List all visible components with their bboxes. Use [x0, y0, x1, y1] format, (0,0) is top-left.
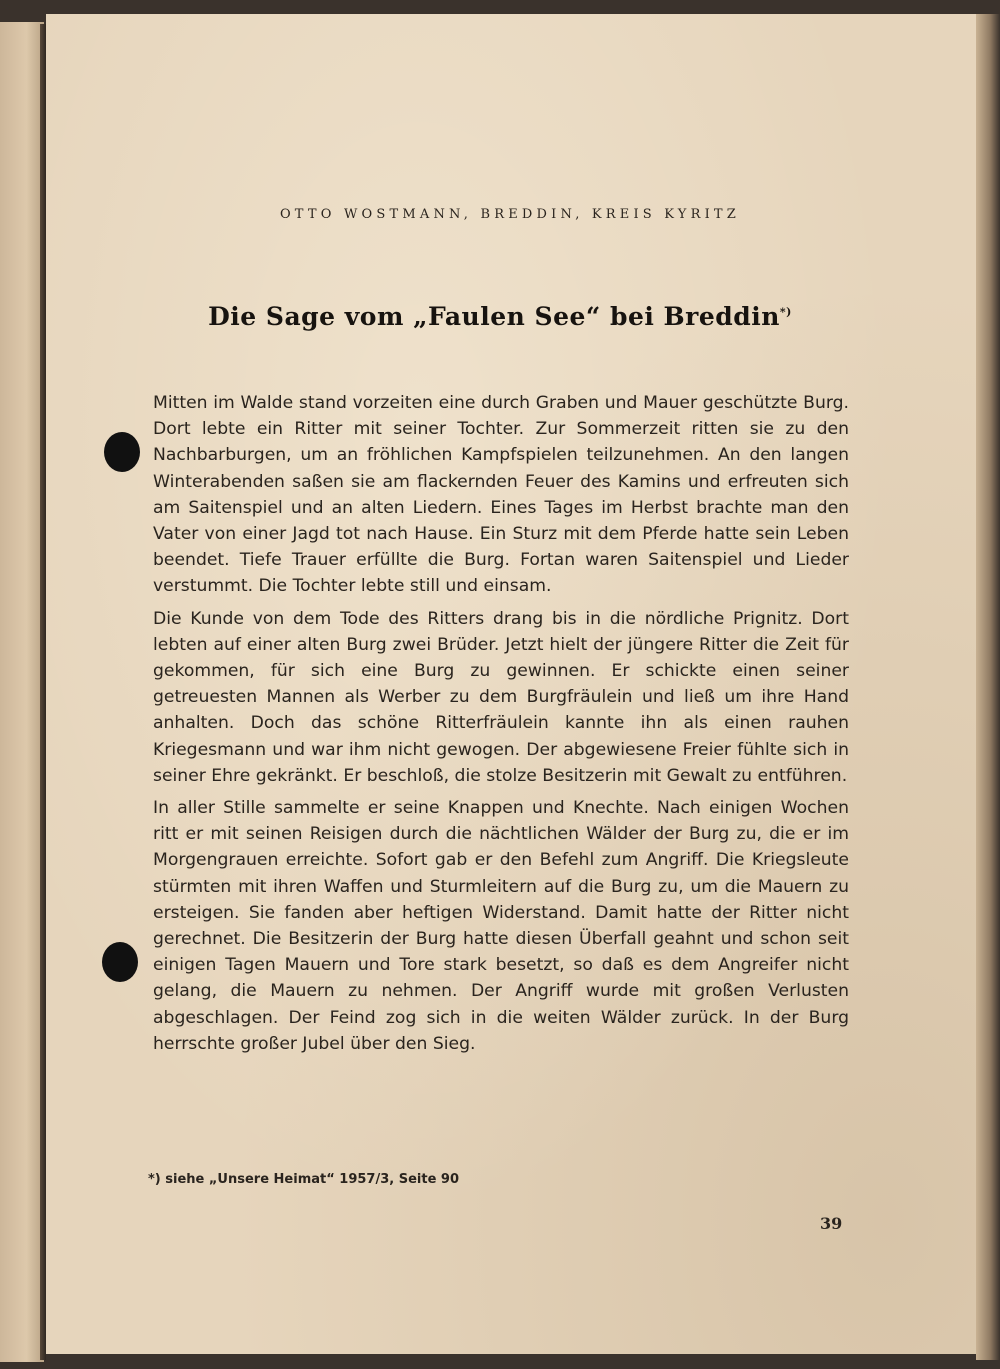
paragraph: In aller Stille sammelte er seine Knappen und Knechte. Nach einigen Wochen ritt er mit seinen Reisigen durch die nächtlichen Wälder der Burg zu, die er im Morgengrauen erreichte. Sofort gab er den Befehl zum Angriff. Die Kriegsleute stürmten mit ihren Waffen und Sturmleitern auf die Burg zu, um die Mauern zu ersteigen. Sie fanden aber heftigen Widerstand. Damit hatte der Ritter nicht gerechnet. Die Besitzerin der Burg hatte diesen Überfall geahnt und schon seit einigen Tagen Mauern und Tore stark besetzt, so daß es dem Angreifer nicht gelang, die Mauern zu nehmen. Der Angriff wurde mit großen Verlusten abgeschlagen. Der Feind zog sich in die weiten Wälder zurück. In der Burg herrschte großer Jubel über den Sieg. — [153, 798, 849, 1054]
paragraph: Die Kunde von dem Tode des Ritters drang bis in die nördliche Prignitz. Dort lebten auf einer alten Burg zwei Brüder. Jetzt hielt der jüngere Ritter die Zeit für gekommen, für sich eine Burg zu gewinnen. Er schickte einen seiner getreuesten Mannen als Werber zu dem Burgfräulein und ließ um ihre Hand anhalten. Doch das schöne Ritterfräulein kannte ihn als einen rauhen Kriegesmann und war ihm nicht gewogen. Der abgewiesene Freier fühlte sich in seiner Ehre gekränkt. Er beschloß, die stolze Besitzerin mit Gewalt zu entführen. — [153, 608, 849, 786]
footnote: *) siehe „Unsere Heimat“ 1957/3, Seite 90 — [148, 1172, 460, 1187]
previous-page-edge — [0, 22, 44, 1362]
punch-hole-top — [104, 432, 140, 472]
author-line: OTTO WOSTMANN, BREDDIN, KREIS KYRITZ — [279, 207, 741, 222]
paragraph: Mitten im Walde stand vorzeiten eine durch Graben und Mauer geschützte Burg. Dort lebte ein Ritter mit seiner Tochter. Zur Sommerzeit ritten sie zu den Nachbarburgen, um an fröhlichen Kampfspielen teilzunehmen. An den langen Winterabenden saßen sie am flackernden Feuer des Kamins und erfreuten sich am Saitenspiel und an alten Liedern. Eines Tages im Herbst brachte man den Vater von einer Jagd tot nach Hause. Ein Sturz mit dem Pferde hatte sein Leben beendet. Tiefe Trauer erfüllte die Burg. Fortan waren Saitenspiel und Lieder verstummt. Die Tochter lebte still und einsam. — [153, 393, 849, 597]
page-title — [0, 302, 1000, 331]
title-text: Die Sage vom „Faulen See“ bei Breddin — [208, 302, 780, 331]
binding-spine — [40, 24, 46, 1360]
punch-hole-bottom — [102, 942, 138, 982]
page-number: 39 — [820, 1214, 843, 1233]
article-body — [153, 390, 849, 1063]
title-footnote-marker: *) — [779, 305, 792, 319]
